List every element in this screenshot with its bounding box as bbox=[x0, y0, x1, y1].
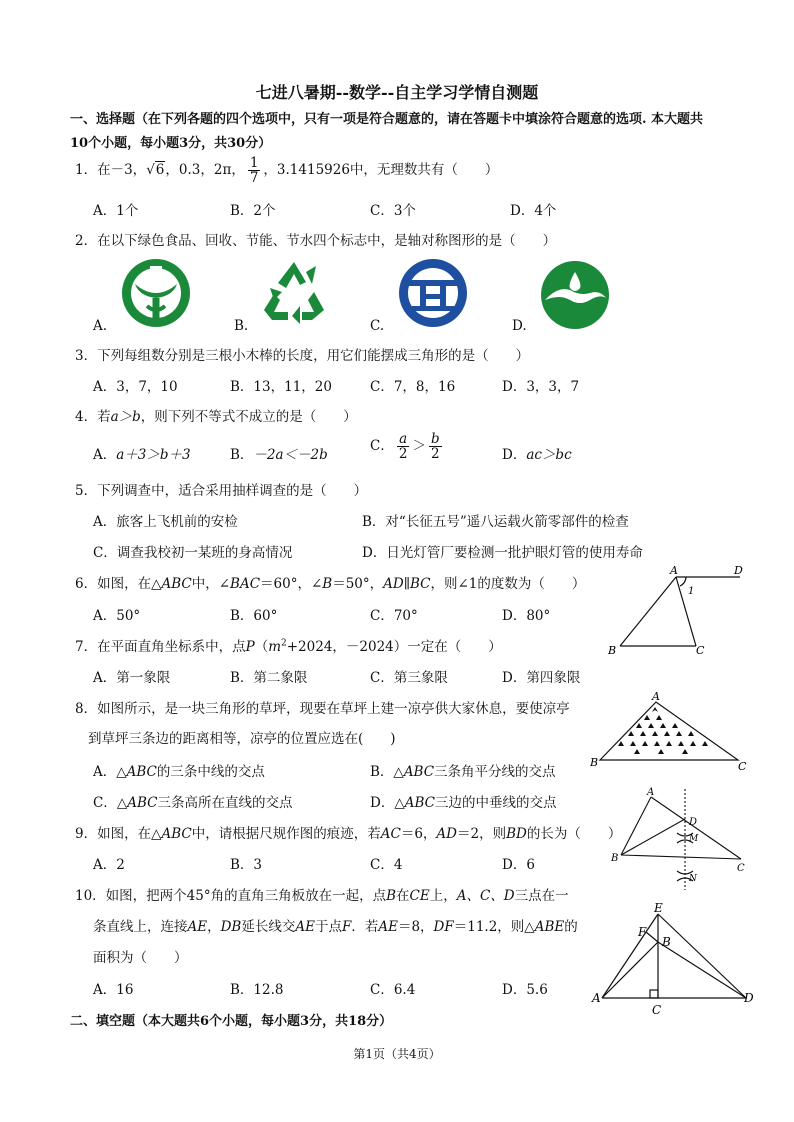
question-10-stem-line2: 条直线上，连接AE，DB延长线交AE于点F．若AE＝8，DF＝11.2，则△ABE的 bbox=[93, 919, 578, 935]
section1-heading-line2: 10个小题，每小题3分，共30分） bbox=[70, 136, 272, 151]
question-10-stem-line3: 面积为（ ） bbox=[93, 950, 188, 966]
svg-text:D: D bbox=[744, 991, 754, 1005]
question-9-stem: 9．如图，在△ABC中，请根据尺规作图的痕迹，若AC＝6，AD＝2，则BD的长为（ ） bbox=[75, 826, 622, 842]
grass-tufts-icon bbox=[618, 707, 708, 754]
q6-option-d: D．80° bbox=[502, 608, 551, 624]
recycle-icon bbox=[260, 258, 328, 326]
q3-option-c: C．7，8，16 bbox=[370, 379, 456, 395]
svg-text:B: B bbox=[662, 935, 671, 949]
q10-option-a: A．16 bbox=[93, 982, 134, 998]
q3-option-d: D．3，3，7 bbox=[502, 379, 580, 395]
q4-option-d: D．ac＞bc bbox=[502, 447, 572, 463]
q1-option-b: B．2个 bbox=[230, 203, 276, 219]
q10-option-b: B．12.8 bbox=[230, 982, 284, 998]
svg-text:A: A bbox=[652, 690, 660, 703]
svg-text:C: C bbox=[738, 760, 747, 773]
q3-option-b: B．13，11，20 bbox=[230, 379, 332, 395]
q8-lawn-figure bbox=[590, 688, 750, 778]
q1-option-d: D．4个 bbox=[510, 203, 557, 219]
q4-option-b: B．－2a＜－2b bbox=[230, 447, 328, 463]
svg-text:D: D bbox=[689, 817, 698, 828]
svg-text:B: B bbox=[611, 853, 619, 864]
svg-text:C: C bbox=[737, 863, 745, 874]
question-8-stem-line1: 8．如图所示，是一块三角形的草坪，现要在草坪上建一凉亭供大家休息，要使凉亭 bbox=[75, 701, 570, 717]
q1-option-c: C．3个 bbox=[370, 203, 416, 219]
question-6-stem: 6．如图，在△ABC中，∠BAC＝60°，∠B＝50°，AD∥BC，则∠1的度数为（ ） bbox=[75, 576, 586, 592]
q5-option-d: D．日光灯管厂要检测一批护眼灯管的使用寿命 bbox=[362, 545, 643, 561]
q7-option-c: C．第三象限 bbox=[370, 670, 448, 686]
q5-option-c: C．调查我校初一某班的身高情况 bbox=[93, 545, 293, 561]
section1-heading-line1: 一、选择题（在下列各题的四个选项中，只有一项是符合题意的，请在答题卡中填涂符合题意的选项. 本大题共 bbox=[70, 112, 704, 127]
q3-option-a: A．3，7，10 bbox=[93, 379, 178, 395]
q2-label-c: C. bbox=[370, 318, 385, 334]
water-saving-icon bbox=[540, 260, 610, 330]
svg-text:C: C bbox=[696, 644, 705, 657]
section2-heading: 二、填空题（本大题共6个小题，每小题3分，共18分） bbox=[70, 1014, 393, 1029]
svg-text:B: B bbox=[608, 644, 617, 657]
q6-triangle-figure bbox=[600, 560, 760, 660]
svg-text:M: M bbox=[689, 834, 699, 844]
question-5-stem: 5．下列调查中，适合采用抽样调查的是（ ） bbox=[75, 483, 368, 499]
question-7-stem: 7．在平面直角坐标系中，点$P(m^2+2024$，－2024）一定在（ ） bbox=[75, 638, 502, 655]
q6-option-b: B．60° bbox=[230, 608, 278, 624]
page-footer: 第1页（共4页） bbox=[353, 1047, 441, 1061]
q5-option-b: B．对“长征五号”遥八运载火箭零部件的检查 bbox=[362, 514, 629, 530]
q9-option-d: D．6 bbox=[502, 857, 535, 873]
svg-text:C: C bbox=[652, 1003, 662, 1017]
svg-text:B: B bbox=[590, 756, 599, 769]
question-2-stem: 2．在以下绿色食品、回收、节能、节水四个标志中，是轴对称图形的是（ ） bbox=[75, 233, 557, 249]
q7-option-b: B．第二象限 bbox=[230, 670, 308, 686]
green-food-icon bbox=[121, 258, 191, 328]
q1-fraction: $\frac{1}{7}$ bbox=[249, 155, 259, 187]
svg-text:A: A bbox=[670, 564, 678, 577]
question-4-stem: 4．若a＞b，则下列不等式不成立的是（ ） bbox=[75, 409, 357, 425]
svg-text:A: A bbox=[592, 991, 601, 1005]
q9-construction-figure bbox=[605, 785, 755, 895]
q9-option-b: B．3 bbox=[230, 857, 263, 873]
q1-text-a: 1．在－3， bbox=[75, 162, 147, 179]
q4-option-a: A．a＋3＞b＋3 bbox=[93, 447, 191, 463]
q1-option-a: A．1个 bbox=[93, 203, 139, 219]
q5-option-a: A．旅客上飞机前的安检 bbox=[93, 514, 238, 530]
svg-text:A: A bbox=[647, 787, 655, 798]
q6-option-a: A．50° bbox=[93, 608, 141, 624]
q7-option-d: D．第四象限 bbox=[502, 670, 581, 686]
page-title: 七进八暑期--数学--自主学习学情自测题 bbox=[255, 83, 539, 102]
q2-label-d: D. bbox=[512, 318, 527, 334]
question-8-stem-line2: 到草坪三条边的距离相等，凉亭的位置应选在( ) bbox=[88, 731, 396, 747]
q8-option-b: B．△ABC三条角平分线的交点 bbox=[370, 764, 556, 780]
q1-sqrt-value: 6 bbox=[155, 162, 165, 179]
svg-text:1: 1 bbox=[688, 586, 695, 597]
q6-option-c: C．70° bbox=[370, 608, 418, 624]
q2-label-b: B. bbox=[234, 318, 249, 334]
q9-option-a: A．2 bbox=[93, 857, 125, 873]
q8-option-a: A．△ABC的三条中线的交点 bbox=[93, 764, 265, 780]
q2-label-a: A. bbox=[93, 318, 108, 334]
sqrt-symbol: √ bbox=[146, 162, 155, 179]
q8-option-d: D．△ABC三边的中垂线的交点 bbox=[370, 795, 557, 811]
q1-text-d: ，3.1415926中，无理数共有（ ） bbox=[263, 162, 499, 179]
q1-text-c: ，0.3，2π， bbox=[165, 162, 245, 179]
q7-option-a: A．第一象限 bbox=[93, 670, 171, 686]
question-3-stem: 3．下列每组数分别是三根小木棒的长度，用它们能摆成三角形的是（ ） bbox=[75, 348, 530, 364]
svg-text:D: D bbox=[734, 564, 743, 577]
svg-text:E: E bbox=[654, 901, 663, 915]
q9-option-c: C．4 bbox=[370, 857, 403, 873]
question-1-stem bbox=[75, 156, 498, 185]
svg-text:F: F bbox=[638, 925, 647, 939]
q4-option-c: C． $\frac{a}{2}$ ＞ $\frac{b}{2}$ bbox=[370, 431, 440, 463]
q10-option-d: D．5.6 bbox=[502, 982, 548, 998]
energy-saving-icon bbox=[398, 258, 468, 328]
svg-text:N: N bbox=[689, 874, 697, 884]
q4-condition: a＞b bbox=[110, 409, 141, 425]
q10-triangles-figure bbox=[590, 900, 760, 1018]
q10-option-c: C．6.4 bbox=[370, 982, 416, 998]
q8-option-c: C．△ABC三条高所在直线的交点 bbox=[93, 795, 293, 811]
question-10-stem-line1: 10．如图，把两个45°角的直角三角板放在一起，点B在CE上，A、C、D三点在一 bbox=[75, 888, 569, 904]
